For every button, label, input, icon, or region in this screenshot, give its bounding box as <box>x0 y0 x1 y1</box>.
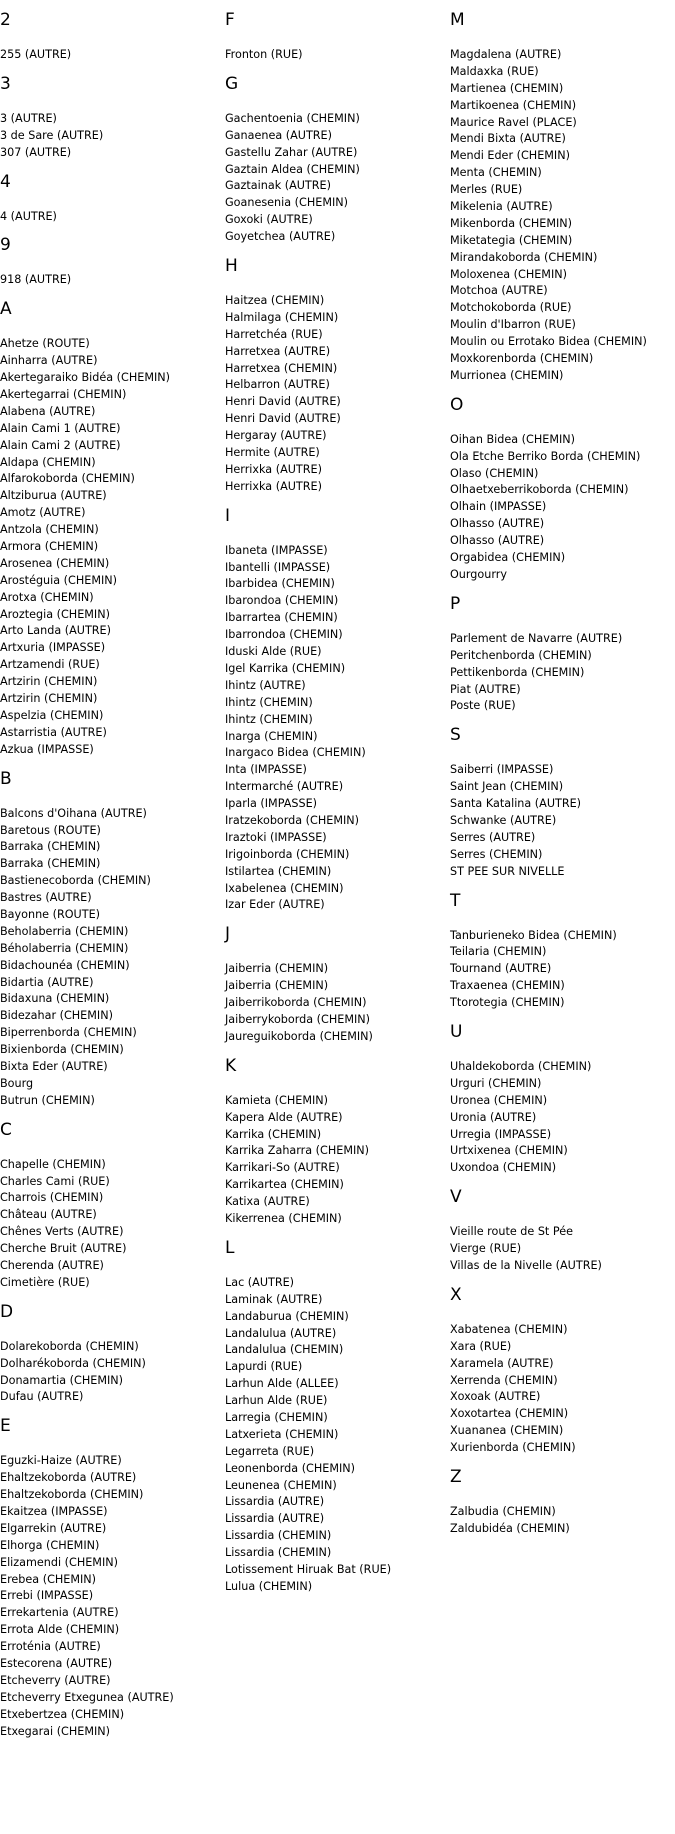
street-entry: Bidezahar (CHEMIN) <box>0 1009 113 1023</box>
street-entry: Uhaldekoborda (CHEMIN) <box>450 1059 592 1073</box>
letter-section <box>450 891 675 1012</box>
street-entry: Herrixka (AUTRE) <box>225 462 322 476</box>
section-letter-heading: E <box>0 1416 11 1437</box>
street-entry: Ola Etche Berriko Borda (CHEMIN) <box>450 449 641 463</box>
street-entry: Ehaltzekoborda (CHEMIN) <box>0 1488 144 1502</box>
street-entry: Oihan Bidea (CHEMIN) <box>450 432 576 446</box>
street-entry: Laminak (AUTRE) <box>225 1292 323 1306</box>
section-letter-heading: 4 <box>0 171 11 192</box>
street-entry: Menta (CHEMIN) <box>450 166 542 180</box>
section-letter-heading: U <box>450 1021 463 1042</box>
street-entry: Helbarron (AUTRE) <box>225 378 330 392</box>
street-entry: Charles Cami (RUE) <box>0 1174 110 1188</box>
street-entry: Harretxea (CHEMIN) <box>225 361 338 375</box>
street-entry: Kapera Alde (AUTRE) <box>225 1110 343 1124</box>
letter-section <box>225 256 445 496</box>
street-entry: Mikenborda (CHEMIN) <box>450 216 573 230</box>
street-entry: Zaldubidéa (CHEMIN) <box>450 1521 570 1535</box>
street-entry: Izar Eder (AUTRE) <box>225 898 325 912</box>
street-entry: Cherenda (AUTRE) <box>0 1258 104 1272</box>
street-entry: Dolharékoborda (CHEMIN) <box>0 1356 146 1370</box>
letter-section <box>0 235 220 289</box>
street-entry: Artzirin (CHEMIN) <box>0 692 98 706</box>
street-entry: Hergaray (AUTRE) <box>225 429 327 443</box>
street-entry: Ixabelenea (CHEMIN) <box>225 881 344 895</box>
street-entry: Kamieta (CHEMIN) <box>225 1093 329 1107</box>
street-entry: Xurienborda (CHEMIN) <box>450 1441 576 1455</box>
street-entry: Leunenea (CHEMIN) <box>225 1478 337 1492</box>
section-letter-heading: H <box>225 256 238 277</box>
street-entry: Saiberri (IMPASSE) <box>450 763 554 777</box>
street-entry: Donamartia (CHEMIN) <box>0 1373 124 1387</box>
street-entry: Bourg <box>0 1076 34 1090</box>
street-entry: Tanburieneko Bidea (CHEMIN) <box>450 928 617 942</box>
street-entry: Karrikari-So (AUTRE) <box>225 1161 340 1175</box>
street-entry: 255 (AUTRE) <box>0 48 72 61</box>
street-entry: Bidaxuna (CHEMIN) <box>0 992 110 1006</box>
street-entry: Lulua (CHEMIN) <box>225 1579 313 1593</box>
street-entry: Urguri (CHEMIN) <box>450 1076 542 1090</box>
street-entry: Olhaetxeberrikoborda (CHEMIN) <box>450 483 629 497</box>
section-letter-heading: P <box>450 593 461 614</box>
street-entry: Ehaltzekoborda (AUTRE) <box>0 1471 137 1485</box>
street-entry: Katixa (AUTRE) <box>225 1195 310 1209</box>
index-column-2 <box>225 0 445 1596</box>
street-entry: Ibarrartea (CHEMIN) <box>225 611 338 625</box>
street-entry: Karrika (CHEMIN) <box>225 1127 322 1141</box>
street-entry: 307 (AUTRE) <box>0 145 72 159</box>
street-entry: Jaureguikoborda (CHEMIN) <box>225 1029 373 1043</box>
street-entry: Ibarrondoa (CHEMIN) <box>225 628 343 642</box>
section-letter-heading: I <box>225 505 231 526</box>
street-entry: Martikoenea (CHEMIN) <box>450 98 577 112</box>
street-entry: Gachentoenia (CHEMIN) <box>225 111 360 125</box>
street-entry: Artzirin (CHEMIN) <box>0 675 98 689</box>
section-letter-heading: S <box>450 725 461 746</box>
street-entry: Moxkorenborda (CHEMIN) <box>450 352 594 366</box>
letter-section <box>225 10 445 64</box>
street-entry: Elhorga (CHEMIN) <box>0 1538 100 1552</box>
letter-section <box>225 924 445 1045</box>
street-entry: Barraka (CHEMIN) <box>0 857 101 871</box>
street-entry: Olhasso (AUTRE) <box>450 517 545 531</box>
letter-section <box>0 172 220 226</box>
street-entry: Traxaenea (CHEMIN) <box>450 979 565 993</box>
street-entry: Ibantelli (IMPASSE) <box>225 560 331 574</box>
street-entry: Xerrenda (CHEMIN) <box>450 1373 558 1387</box>
street-entry: Alfarokoborda (CHEMIN) <box>0 472 135 486</box>
street-entry: Harretxea (AUTRE) <box>225 344 331 358</box>
street-entry: Artxuria (IMPASSE) <box>0 641 106 655</box>
street-entry: Merles (RUE) <box>450 183 523 197</box>
street-entry: Istilartea (CHEMIN) <box>225 864 332 878</box>
letter-section <box>0 299 220 758</box>
street-entry: Goyetchea (AUTRE) <box>225 230 336 244</box>
street-entry: Erroténia (AUTRE) <box>0 1640 101 1654</box>
street-entry: Orgabidea (CHEMIN) <box>450 551 566 565</box>
street-entry: Beholaberria (CHEMIN) <box>0 924 129 938</box>
street-entry: Herrixka (AUTRE) <box>225 479 322 493</box>
street-entry: Gaztainak (AUTRE) <box>225 179 331 193</box>
street-entry: Bidachounéa (CHEMIN) <box>0 958 130 972</box>
street-entry: Ibaneta (IMPASSE) <box>225 543 328 557</box>
street-entry: Lissardia (CHEMIN) <box>225 1529 332 1543</box>
section-letter-heading: O <box>450 394 464 415</box>
street-entry: Murrionea (CHEMIN) <box>450 368 564 382</box>
street-entry: Ibarondoa (CHEMIN) <box>225 594 339 608</box>
street-entry: Aspelzia (CHEMIN) <box>0 708 104 722</box>
letter-section <box>0 1120 220 1292</box>
street-entry: Ttorotegia (CHEMIN) <box>450 996 565 1010</box>
street-entry: Jaiberrikoborda (CHEMIN) <box>225 996 367 1010</box>
section-letter-heading: V <box>450 1187 462 1208</box>
street-entry: Bastres (AUTRE) <box>0 891 92 905</box>
street-entry: Château (AUTRE) <box>0 1208 97 1222</box>
index-column-1 <box>0 0 220 1740</box>
street-entry: Artzamendi (RUE) <box>0 658 100 672</box>
section-letter-heading: B <box>0 768 12 789</box>
street-entry: Ahetze (ROUTE) <box>0 337 90 351</box>
street-entry: Bastienecoborda (CHEMIN) <box>0 874 151 888</box>
street-entry: Zalbudia (CHEMIN) <box>450 1505 556 1518</box>
street-entry: Amotz (AUTRE) <box>0 506 86 520</box>
street-entry: Serres (AUTRE) <box>450 830 536 844</box>
street-entry: Lissardia (AUTRE) <box>225 1495 325 1509</box>
street-entry: Etcheverry (AUTRE) <box>0 1673 111 1687</box>
street-entry: Erebea (CHEMIN) <box>0 1572 97 1586</box>
street-entry: Etcheverry Etxegunea (AUTRE) <box>0 1690 174 1704</box>
street-entry: Latxerieta (CHEMIN) <box>225 1427 339 1441</box>
section-letter-heading: F <box>225 10 235 30</box>
letter-section <box>0 74 220 162</box>
street-entry: Akertegaraiko Bidéa (CHEMIN) <box>0 371 171 385</box>
street-entry: Inta (IMPASSE) <box>225 763 307 777</box>
street-entry: Alabena (AUTRE) <box>0 404 96 418</box>
section-letter-heading: 9 <box>0 235 11 256</box>
street-entry: Henri David (AUTRE) <box>225 412 341 426</box>
letter-section <box>225 74 445 246</box>
street-entry: Pettikenborda (CHEMIN) <box>450 665 585 679</box>
street-entry: Moloxenea (CHEMIN) <box>450 267 567 281</box>
street-entry: Estecorena (AUTRE) <box>0 1657 113 1671</box>
street-entry: Landalulua (AUTRE) <box>225 1326 337 1340</box>
street-entry: Errebi (IMPASSE) <box>0 1589 94 1603</box>
street-entry: Karrika Zaharra (CHEMIN) <box>225 1144 370 1158</box>
street-entry: Lapurdi (RUE) <box>225 1360 303 1374</box>
street-entry: Parlement de Navarre (AUTRE) <box>450 631 623 645</box>
street-entry: Aroztegia (CHEMIN) <box>0 607 110 621</box>
street-entry: Lac (AUTRE) <box>225 1275 295 1289</box>
section-letter-heading: G <box>225 73 239 94</box>
street-entry: Intermarché (AUTRE) <box>225 780 344 794</box>
section-letter-heading: C <box>0 1119 12 1140</box>
letter-section <box>450 395 675 584</box>
street-entry: Moulin ou Errotako Bidea (CHEMIN) <box>450 335 647 349</box>
street-entry: Eguzki-Haize (AUTRE) <box>0 1454 122 1468</box>
street-entry: Ihintz (CHEMIN) <box>225 695 313 709</box>
street-entry: Inargaco Bidea (CHEMIN) <box>225 746 366 760</box>
street-entry: Miketategia (CHEMIN) <box>450 233 573 247</box>
street-entry: Fronton (RUE) <box>225 48 303 61</box>
street-entry: Landaburua (CHEMIN) <box>225 1309 349 1323</box>
street-entry: Olhain (IMPASSE) <box>450 500 547 514</box>
street-entry: Ekaitzea (IMPASSE) <box>0 1505 108 1518</box>
street-entry: Poste (RUE) <box>450 699 516 713</box>
letter-section <box>0 769 220 1110</box>
section-letter-heading: D <box>0 1301 14 1322</box>
street-entry: Armora (CHEMIN) <box>0 540 99 554</box>
street-entry: Hermite (AUTRE) <box>225 446 320 460</box>
street-entry: Ihintz (CHEMIN) <box>225 712 313 726</box>
street-entry: Mendi Bixta (AUTRE) <box>450 132 566 146</box>
street-entry: Antzola (CHEMIN) <box>0 523 99 537</box>
street-entry: Ganaenea (AUTRE) <box>225 128 332 142</box>
street-entry: Astarristia (AUTRE) <box>0 725 107 739</box>
letter-section <box>225 1056 445 1228</box>
street-entry: Xoxoak (AUTRE) <box>450 1390 541 1404</box>
letter-section <box>450 1467 675 1538</box>
street-entry: Balcons d'Oihana (AUTRE) <box>0 806 147 820</box>
street-entry: 918 (AUTRE) <box>0 273 72 287</box>
street-entry: Etxegarai (CHEMIN) <box>0 1724 111 1738</box>
street-entry: Arosenea (CHEMIN) <box>0 556 110 570</box>
street-entry: Martienea (CHEMIN) <box>450 81 564 95</box>
street-entry: Jaiberria (CHEMIN) <box>225 979 329 993</box>
street-entry: Villas de la Nivelle (AUTRE) <box>450 1258 602 1272</box>
street-entry: Elgarrekin (AUTRE) <box>0 1521 107 1535</box>
street-entry: Jaiberria (CHEMIN) <box>225 962 329 976</box>
street-entry: Iduski Alde (RUE) <box>225 645 322 659</box>
street-entry: Charrois (CHEMIN) <box>0 1191 104 1205</box>
street-entry: Vierge (RUE) <box>450 1242 522 1256</box>
street-entry: Ainharra (AUTRE) <box>0 354 98 368</box>
street-entry: Peritchenborda (CHEMIN) <box>450 648 592 662</box>
street-entry: Chênes Verts (AUTRE) <box>0 1225 124 1239</box>
street-entry: Aldapa (CHEMIN) <box>0 455 96 469</box>
section-letter-heading: Z <box>450 1467 462 1487</box>
street-entry: Butrun (CHEMIN) <box>0 1093 95 1107</box>
street-entry: Irigoinborda (CHEMIN) <box>225 847 350 861</box>
street-entry: Leonenborda (CHEMIN) <box>225 1461 356 1475</box>
street-entry: Alain Cami 1 (AUTRE) <box>0 421 121 435</box>
street-entry: Bixta Eder (AUTRE) <box>0 1059 108 1073</box>
street-entry: Legarreta (RUE) <box>225 1444 315 1458</box>
street-entry: Henri David (AUTRE) <box>225 395 341 409</box>
street-entry: Uxondoa (CHEMIN) <box>450 1161 557 1175</box>
street-entry: Jaiberrykoborda (CHEMIN) <box>225 1012 370 1026</box>
street-entry: Uronia (AUTRE) <box>450 1110 537 1124</box>
street-entry: Motchoa (AUTRE) <box>450 284 548 298</box>
street-entry: Tournand (AUTRE) <box>450 962 552 976</box>
letter-section <box>0 1302 220 1407</box>
section-letter-heading: X <box>450 1284 462 1305</box>
street-entry: Maldaxka (RUE) <box>450 64 539 78</box>
street-entry: Santa Katalina (AUTRE) <box>450 797 582 811</box>
street-entry: Cherche Bruit (AUTRE) <box>0 1242 127 1256</box>
street-entry: Etxebertzea (CHEMIN) <box>0 1707 125 1721</box>
street-entry: Haitzea (CHEMIN) <box>225 294 325 308</box>
street-entry: Olhasso (AUTRE) <box>450 534 545 548</box>
street-entry: Arotxa (CHEMIN) <box>0 590 94 604</box>
section-letter-heading: J <box>225 924 231 945</box>
street-entry: Saint Jean (CHEMIN) <box>450 780 564 794</box>
street-entry: Lissardia (AUTRE) <box>225 1512 325 1526</box>
street-entry: Bayonne (ROUTE) <box>0 907 101 921</box>
street-entry: Serres (CHEMIN) <box>450 847 543 861</box>
street-entry: Ourgourry <box>450 567 507 581</box>
street-entry: Teilaria (CHEMIN) <box>450 945 547 959</box>
street-entry: Landalulua (CHEMIN) <box>225 1343 344 1357</box>
street-entry: Halmilaga (CHEMIN) <box>225 310 339 324</box>
street-entry: Ibarbidea (CHEMIN) <box>225 577 335 591</box>
street-entry: Larhun Alde (RUE) <box>225 1394 328 1408</box>
street-entry: Inarga (CHEMIN) <box>225 729 318 743</box>
street-entry: Motchokoborda (RUE) <box>450 301 572 315</box>
street-entry: Vieille route de St Pée <box>450 1225 573 1239</box>
street-entry: Alain Cami 2 (AUTRE) <box>0 438 121 452</box>
street-entry: Magdalena (AUTRE) <box>450 48 562 61</box>
street-entry: Altziburua (AUTRE) <box>0 489 107 503</box>
street-entry: Lissardia (CHEMIN) <box>225 1546 332 1560</box>
street-entry: Urregia (IMPASSE) <box>450 1127 552 1141</box>
street-entry: Kikerrenea (CHEMIN) <box>225 1211 342 1225</box>
street-entry: Bidartia (AUTRE) <box>0 975 94 989</box>
street-entry: Urtxixenea (CHEMIN) <box>450 1144 568 1158</box>
street-entry: Lotissement Hiruak Bat (RUE) <box>225 1563 392 1577</box>
street-entry: Xabatenea (CHEMIN) <box>450 1322 568 1336</box>
section-letter-heading: 2 <box>0 10 11 30</box>
letter-section <box>225 1238 445 1596</box>
street-entry: Gastellu Zahar (AUTRE) <box>225 145 358 159</box>
section-letter-heading: 3 <box>0 73 11 94</box>
section-letter-heading: K <box>225 1055 237 1076</box>
letter-section <box>450 1187 675 1275</box>
letter-section <box>450 1285 675 1457</box>
letter-section <box>450 725 675 880</box>
street-entry: Uronea (CHEMIN) <box>450 1093 548 1107</box>
street-entry: Maurice Ravel (PLACE) <box>450 115 577 129</box>
street-entry: Iraztoki (IMPASSE) <box>225 830 327 844</box>
street-entry: Xuananea (CHEMIN) <box>450 1424 564 1438</box>
street-entry: Larregia (CHEMIN) <box>225 1411 328 1424</box>
street-entry: 4 (AUTRE) <box>0 209 57 223</box>
street-entry: Chapelle (CHEMIN) <box>0 1157 106 1171</box>
street-entry: Moulin d'Ibarron (RUE) <box>450 318 576 332</box>
letter-section <box>450 1022 675 1177</box>
street-entry: Olaso (CHEMIN) <box>450 466 539 480</box>
street-entry: Harretchéa (RUE) <box>225 327 323 341</box>
street-entry: Elizamendi (CHEMIN) <box>0 1555 118 1569</box>
street-entry: Arostéguia (CHEMIN) <box>0 573 118 587</box>
street-entry: Arto Landa (AUTRE) <box>0 624 111 638</box>
street-entry: Piat (AUTRE) <box>450 682 521 696</box>
street-entry: Béholaberria (CHEMIN) <box>0 941 129 955</box>
street-entry: Goanesenia (CHEMIN) <box>225 196 349 210</box>
street-entry: Biperrenborda (CHEMIN) <box>0 1026 137 1040</box>
street-entry: Gaztain Aldea (CHEMIN) <box>225 162 360 176</box>
street-entry: Larhun Alde (ALLEE) <box>225 1377 339 1391</box>
index-column-3 <box>450 0 675 1538</box>
street-entry: Akertegarrai (CHEMIN) <box>0 388 127 402</box>
street-entry: Karrikartea (CHEMIN) <box>225 1178 344 1192</box>
section-letter-heading: L <box>225 1237 235 1258</box>
letter-section <box>0 1416 220 1740</box>
letter-section <box>0 10 220 64</box>
letter-section <box>450 10 675 385</box>
street-entry: Azkua (IMPASSE) <box>0 742 94 756</box>
street-entry: Barraka (CHEMIN) <box>0 840 101 854</box>
street-entry: Mikelenia (AUTRE) <box>450 200 553 214</box>
street-entry: Goxoki (AUTRE) <box>225 213 313 227</box>
street-entry: Mendi Eder (CHEMIN) <box>450 149 570 163</box>
street-entry: Bixienborda (CHEMIN) <box>0 1043 124 1057</box>
street-entry: Errota Alde (CHEMIN) <box>0 1623 120 1637</box>
street-entry: Errekartenia (AUTRE) <box>0 1606 119 1620</box>
street-entry: 3 (AUTRE) <box>0 111 57 125</box>
section-letter-heading: T <box>450 890 461 911</box>
street-entry: Mirandakoborda (CHEMIN) <box>450 250 598 264</box>
letter-section <box>450 594 675 715</box>
street-entry: Xaramela (AUTRE) <box>450 1356 554 1370</box>
street-entry: Igel Karrika (CHEMIN) <box>225 661 346 675</box>
street-entry: Xara (RUE) <box>450 1339 512 1353</box>
section-letter-heading: A <box>0 299 12 320</box>
street-entry: Ihintz (AUTRE) <box>225 678 306 692</box>
street-entry: Iparla (IMPASSE) <box>225 797 318 811</box>
street-entry: Baretous (ROUTE) <box>0 823 101 837</box>
street-entry: Dolarekoborda (CHEMIN) <box>0 1339 139 1353</box>
street-entry: Cimetière (RUE) <box>0 1275 90 1289</box>
section-letter-heading: M <box>450 10 465 30</box>
street-entry: 3 de Sare (AUTRE) <box>0 128 104 142</box>
street-entry: Iratzekoborda (CHEMIN) <box>225 813 360 827</box>
street-entry: ST PEE SUR NIVELLE <box>450 864 565 878</box>
street-entry: Dufau (AUTRE) <box>0 1390 84 1404</box>
street-entry: Schwanke (AUTRE) <box>450 813 557 827</box>
letter-section <box>225 506 445 915</box>
street-entry: Xoxotartea (CHEMIN) <box>450 1407 569 1421</box>
